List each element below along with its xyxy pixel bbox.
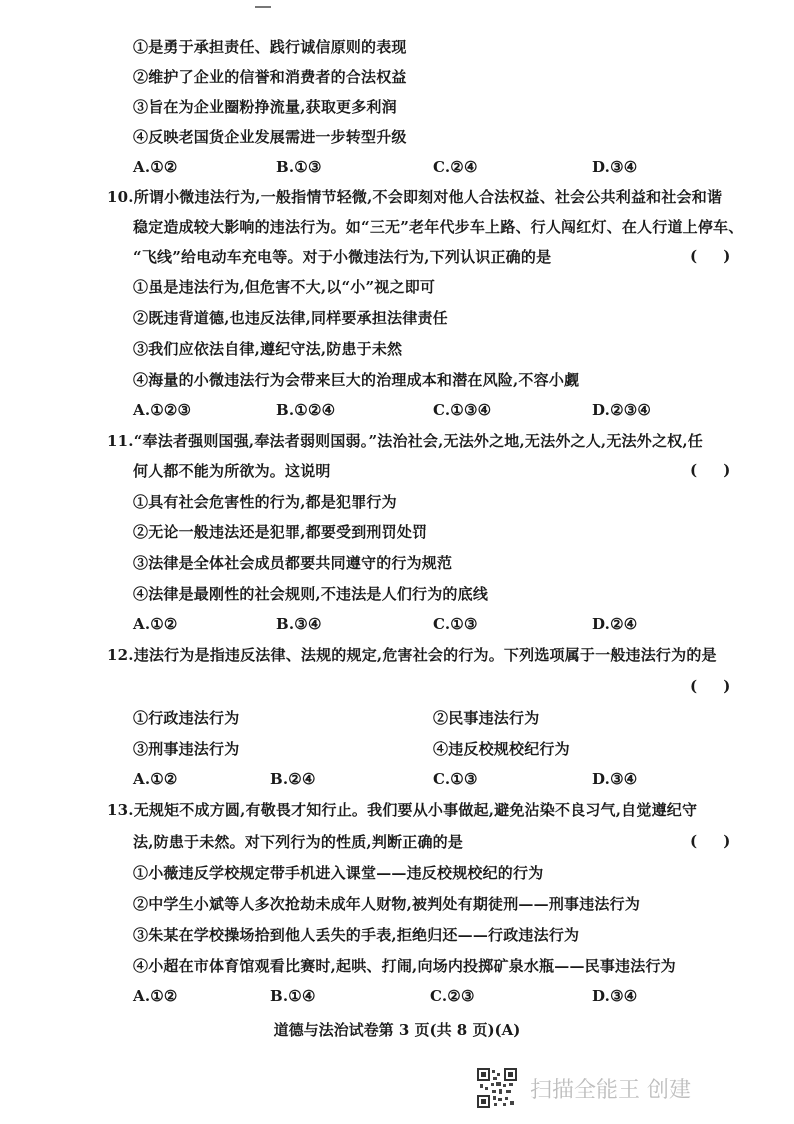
q11-choice-b: B.③④ — [276, 615, 322, 633]
qr-code-icon — [477, 1068, 517, 1108]
q12-statement-4: ④违反校规校纪行为 — [433, 740, 570, 758]
q12-stem-line-1: 12.违法行为是指违反法律、法规的规定,危害社会的行为。下列选项属于一般违法行为的是 — [107, 646, 717, 664]
q12-statement-1: ①行政违法行为 — [133, 709, 240, 727]
q13-stem-line-2: 法,防患于未然。对下列行为的性质,判断正确的是 — [133, 833, 464, 851]
q9-statement-1: ①是勇于承担责任、践行诚信原则的表现 — [133, 38, 407, 56]
q12-choice-a: A.①② — [133, 770, 178, 788]
q10-choice-c: C.①③④ — [433, 401, 492, 419]
page-footer: 道德与法治试卷第 3 页(共 8 页)(A) — [273, 1021, 521, 1039]
q10-statement-3: ③我们应依法自律,遵纪守法,防患于未然 — [133, 340, 403, 358]
q13-statement-3: ③朱某在学校操场拾到他人丢失的手表,拒绝归还——行政违法行为 — [133, 926, 580, 944]
q11-statement-2: ②无论一般违法还是犯罪,都要受到刑罚处罚 — [133, 523, 428, 541]
q9-statement-3: ③旨在为企业圈粉挣流量,获取更多利润 — [133, 98, 397, 116]
q13-choice-b: B.①④ — [270, 987, 316, 1005]
q11-stem-line-2: 何人都不能为所欲为。这说明 — [133, 462, 331, 480]
q13-choice-c: C.②③ — [430, 987, 475, 1005]
q12-statement-2: ②民事违法行为 — [433, 709, 540, 727]
q12-choice-b: B.②④ — [270, 770, 316, 788]
q11-choice-c: C.①③ — [433, 615, 478, 633]
q13-choice-a: A.①② — [133, 987, 178, 1005]
q12-choice-d: D.③④ — [592, 770, 638, 788]
q13-statement-1: ①小薇违反学校规定带手机进入课堂——违反校规校纪的行为 — [133, 864, 544, 882]
q11-choice-a: A.①② — [133, 615, 178, 633]
q13-statement-4: ④小超在市体育馆观看比赛时,起哄、打闹,向场内投掷矿泉水瓶——民事违法行为 — [133, 957, 676, 975]
scan-mark — [255, 0, 271, 8]
q11-statement-1: ①具有社会危害性的行为,都是犯罪行为 — [133, 493, 397, 511]
q11-statement-4: ④法律是最刚性的社会规则,不违法是人们行为的底线 — [133, 585, 489, 603]
q10-choice-b: B.①②④ — [276, 401, 336, 419]
q9-choice-a: A.①② — [133, 158, 178, 176]
q12-statement-3: ③刑事违法行为 — [133, 740, 240, 758]
q12-answer-bracket: ( ) — [690, 677, 731, 695]
q11-answer-bracket: ( ) — [690, 461, 731, 479]
q13-choice-d: D.③④ — [592, 987, 638, 1005]
q9-statement-2: ②维护了企业的信誉和消费者的合法权益 — [133, 68, 407, 86]
q10-statement-4: ④海量的小微违法行为会带来巨大的治理成本和潜在风险,不容小觑 — [133, 371, 580, 389]
q9-statement-4: ④反映老国货企业发展需进一步转型升级 — [133, 128, 407, 146]
q10-stem-line-1: 10.所谓小微违法行为,一般指情节轻微,不会即刻对他人合法权益、社会公共利益和社会和谐 — [107, 188, 723, 206]
q10-answer-bracket: ( ) — [690, 247, 731, 265]
q10-choice-a: A.①②③ — [133, 401, 192, 419]
q12-choice-c: C.①③ — [433, 770, 478, 788]
q9-choice-b: B.①③ — [276, 158, 322, 176]
q10-stem-line-2: 稳定造成较大影响的违法行为。如“三无”老年代步车上路、行人闯红灯、在人行道上停车、 — [133, 218, 744, 236]
q11-stem-line-1: 11.“奉法者强则国强,奉法者弱则国弱。”法治社会,无法外之地,无法外之人,无法外之权,任 — [107, 432, 703, 450]
q10-choice-d: D.②③④ — [592, 401, 652, 419]
q10-statement-2: ②既违背道德,也违反法律,同样要承担法律责任 — [133, 309, 448, 327]
q9-choice-c: C.②④ — [433, 158, 478, 176]
q13-answer-bracket: ( ) — [690, 832, 731, 850]
q11-choice-d: D.②④ — [592, 615, 638, 633]
q13-statement-2: ②中学生小斌等人多次抢劫未成年人财物,被判处有期徒刑——刑事违法行为 — [133, 895, 641, 913]
q13-stem-line-1: 13.无规矩不成方圆,有敬畏才知行止。我们要从小事做起,避免沾染不良习气,自觉遵纪守 — [107, 801, 698, 819]
q11-statement-3: ③法律是全体社会成员都要共同遵守的行为规范 — [133, 554, 453, 572]
q10-statement-1: ①虽是违法行为,但危害不大,以“小”视之即可 — [133, 278, 436, 296]
q9-choice-d: D.③④ — [592, 158, 638, 176]
scanner-watermark-text: 扫描全能王 创建 — [530, 1078, 691, 1103]
q10-stem-line-3: “飞线”给电动车充电等。对于小微违法行为,下列认识正确的是 — [133, 248, 552, 266]
